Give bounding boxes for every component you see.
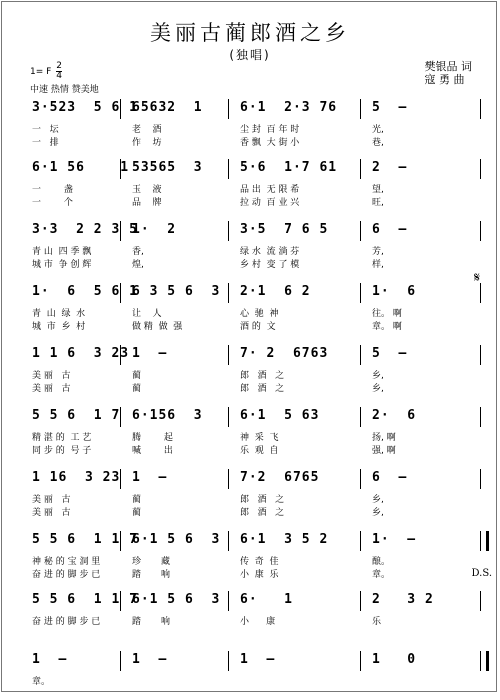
lyric-text: 煌, — [132, 260, 144, 270]
lyric-text: 腾 起 — [132, 433, 173, 443]
lyric-text: 蔺 — [132, 384, 142, 394]
measure-notes: 3·523 5 6 1 — [32, 100, 138, 115]
lyric-text: 老 酒 — [132, 125, 162, 135]
measure-notes: 5 5 6 1 1 7 — [32, 532, 138, 547]
lyric-text: 章。 啊 — [372, 322, 402, 332]
barline — [480, 469, 481, 489]
barline — [120, 99, 121, 119]
time-signature — [56, 62, 62, 81]
lyric-text: 往。 啊 — [372, 309, 402, 319]
lyric-text: 一 排 — [32, 138, 59, 148]
measure-notes: 5 – — [372, 100, 408, 115]
lyric-text: 郎 酒 之 — [240, 384, 285, 394]
measure-notes: 53565 3 — [132, 160, 203, 175]
lyric-text: 奋 进 的 脚 步 已 — [32, 570, 101, 580]
barline — [480, 159, 481, 179]
lyric-text: 章。 — [32, 677, 51, 687]
lyric-line — [28, 443, 480, 456]
lyric-text: 一 坛 — [32, 125, 59, 135]
barline — [120, 221, 121, 241]
measure-notes: 5 – — [372, 346, 408, 361]
lyric-text: 神 秘 的 宝 洞 里 — [32, 557, 101, 567]
measure-notes: 6· 1 — [240, 592, 293, 607]
lyric-text: 绿 水 流 淌 芬 — [240, 247, 300, 257]
barline — [228, 159, 229, 179]
barline — [120, 407, 121, 427]
lyric-text: 城 市 争 创 辉 — [32, 260, 92, 270]
measure-notes: 1 16 3 23 — [32, 470, 121, 485]
notation-row — [28, 346, 480, 364]
key-label: 1= F — [30, 67, 52, 77]
lyric-line — [28, 674, 480, 687]
lyric-text: 同 步 的 号 子 — [32, 446, 92, 456]
measure-notes: 1· 2 — [132, 222, 177, 237]
lyric-text: 酒 的 文 — [240, 322, 276, 332]
barline — [120, 159, 121, 179]
lyric-line — [28, 567, 480, 580]
lyric-text: 美 丽 古 — [32, 508, 71, 518]
tempo-marking: 中速 热情 赞美地 — [30, 85, 99, 95]
barline — [228, 99, 229, 119]
lyric-line — [28, 122, 480, 135]
lyric-text: 拉 动 百 业 兴 — [240, 198, 300, 208]
lyric-text: 一 盏 — [32, 185, 73, 195]
measure-notes: 2· 6 — [372, 408, 417, 423]
measure-notes: 6·1 3 5 2 — [240, 532, 329, 547]
measure-notes: 1 – — [240, 652, 276, 667]
lyric-text: 芳, — [372, 247, 384, 257]
barline — [228, 345, 229, 365]
measure-notes: 1 – — [132, 652, 168, 667]
composer-credit: 寇 勇 曲 — [424, 73, 465, 86]
barline — [480, 531, 489, 551]
lyric-line — [28, 135, 480, 148]
lyric-text: 美 丽 古 — [32, 371, 71, 381]
barline — [360, 531, 361, 551]
barline — [360, 221, 361, 241]
notation-row — [28, 470, 480, 488]
lyric-line — [28, 244, 480, 257]
lyric-line — [28, 430, 480, 443]
barline — [360, 99, 361, 119]
measure-notes: 2·1 6 2 — [240, 284, 311, 299]
lyric-line — [28, 368, 480, 381]
notation-row — [28, 160, 480, 178]
lyric-text: 珍 藏 — [132, 557, 171, 567]
lyric-text: 样, — [372, 260, 384, 270]
lyric-text: 踏 响 — [132, 617, 171, 627]
measure-notes: 6 – — [372, 470, 408, 485]
lyric-text: 神 采 飞 — [240, 433, 279, 443]
measure-notes: 65632 1 — [132, 100, 203, 115]
barline — [360, 407, 361, 427]
lyric-line — [28, 687, 480, 700]
lyric-text: 郎 酒 之 — [240, 371, 285, 381]
lyric-text: 心 驰 神 — [240, 309, 279, 319]
lyric-line — [28, 614, 480, 627]
lyric-text: 小 康 — [240, 617, 276, 627]
lyric-text: 玉 液 — [132, 185, 162, 195]
lyric-text: 品 牌 — [132, 198, 162, 208]
lyric-line — [28, 257, 480, 270]
lyric-text: 一 个 — [32, 198, 73, 208]
measure-notes: 5 5 6 1 1 7 — [32, 592, 138, 607]
lyric-text: 乡, — [372, 495, 384, 505]
barline — [228, 221, 229, 241]
lyric-text: 做 精 做 强 — [132, 322, 183, 332]
lyric-line — [28, 319, 480, 332]
lyric-text: 小 康 乐 — [240, 570, 279, 580]
notation-row — [28, 222, 480, 240]
barline — [480, 407, 481, 427]
lyric-text: 乡, — [372, 384, 384, 394]
lyric-text: 让 人 — [132, 309, 162, 319]
barline — [360, 283, 361, 303]
barline — [228, 531, 229, 551]
measure-notes: 6·156 3 — [132, 408, 203, 423]
lyric-text: 品 出 无 限 希 — [240, 185, 300, 195]
lyric-text: 乐 观 自 — [240, 446, 279, 456]
lyric-text: 郎 酒 之 — [240, 495, 285, 505]
lyric-text: 踏 响 — [132, 570, 171, 580]
lyric-text: 城 市 乡 村 — [32, 322, 86, 332]
lyric-text: 美 丽 古 — [32, 495, 71, 505]
barline — [120, 283, 121, 303]
barline — [480, 651, 489, 671]
measure-notes: 1 – — [132, 346, 168, 361]
lyric-text: 香 飘 大 街 小 — [240, 138, 300, 148]
lyric-line — [28, 627, 480, 640]
lyric-text: 尘 封 百 年 时 — [240, 125, 300, 135]
barline — [480, 345, 481, 365]
lyric-text: 青 山 四 季 飘 — [32, 247, 92, 257]
lyric-text: 乡 村 变 了 模 — [240, 260, 300, 270]
lyric-text: 章。 — [372, 570, 391, 580]
lyric-line — [28, 554, 480, 567]
lyric-line — [28, 505, 480, 518]
lyric-text: 美 丽 古 — [32, 384, 71, 394]
song-subtitle: (独唱) — [229, 48, 271, 62]
time-num: 2 — [56, 61, 62, 71]
time-den: 4 — [56, 71, 62, 81]
measure-notes: 7· 2 6763 — [240, 346, 329, 361]
measure-notes: 5·6 1·7 61 — [240, 160, 338, 175]
measure-notes: 1 1 6 3 23 — [32, 346, 130, 361]
lyric-line — [28, 182, 480, 195]
notation-row — [28, 100, 480, 118]
measure-notes: 6·1 56 1 — [32, 160, 130, 175]
measure-notes: 1 – — [32, 652, 68, 667]
lyric-line — [28, 381, 480, 394]
barline — [360, 345, 361, 365]
measure-notes: 1· 6 — [372, 284, 417, 299]
lyric-line — [28, 492, 480, 505]
barline — [120, 531, 121, 551]
measure-notes: 5 5 6 1 7 — [32, 408, 121, 423]
lyric-text: 乐 — [372, 617, 382, 627]
lyric-text: 光, — [372, 125, 384, 135]
lyric-text: 酿。 — [372, 557, 391, 567]
measure-notes: 6·1 5 6 3 — [132, 532, 221, 547]
measure-notes: 1· 6 5 6 1 — [32, 284, 138, 299]
barline — [480, 221, 481, 241]
notation-row — [28, 592, 480, 610]
lyric-text: 扬, 啊 — [372, 433, 396, 443]
lyric-text: 望, — [372, 185, 384, 195]
lyric-text: 乡, — [372, 371, 384, 381]
notation-row — [28, 652, 480, 670]
barline — [480, 591, 481, 611]
barline — [360, 651, 361, 671]
measure-notes: 2 3 2 — [372, 592, 434, 607]
measure-notes: 7·2 6765 — [240, 470, 320, 485]
segno-sign: 𝄋 — [473, 270, 480, 286]
lyric-text: 传 奇 佳 — [240, 557, 279, 567]
measure-notes: 6·1 2·3 76 — [240, 100, 338, 115]
measure-notes: 2 – — [372, 160, 408, 175]
barline — [480, 99, 481, 119]
key-signature — [30, 62, 62, 81]
lyric-text: 乡, — [372, 508, 384, 518]
lyric-text: 巷, — [372, 138, 384, 148]
notation-row — [28, 284, 480, 302]
measure-notes: 1 – — [132, 470, 168, 485]
barline — [228, 591, 229, 611]
barline — [120, 591, 121, 611]
barline — [360, 591, 361, 611]
lyric-text: 奋 进 的 脚 步 已 — [32, 617, 101, 627]
barline — [228, 283, 229, 303]
lyric-text: 郎 酒 之 — [240, 508, 285, 518]
measure-notes: 1 0 — [372, 652, 417, 667]
barline — [360, 159, 361, 179]
lyric-text: 蔺 — [132, 508, 142, 518]
barline — [228, 651, 229, 671]
lyric-text: 作 坊 — [132, 138, 162, 148]
measure-notes: 6·1 5 6 3 — [132, 592, 221, 607]
measure-notes: 6 3 5 6 3 — [132, 284, 221, 299]
notation-row — [28, 408, 480, 426]
lyric-text: 旺, — [372, 198, 384, 208]
barline — [120, 651, 121, 671]
lyric-line — [28, 195, 480, 208]
measure-notes: 6·1 5 63 — [240, 408, 320, 423]
barline — [120, 469, 121, 489]
credits — [425, 60, 473, 86]
lyric-text: 香, — [132, 247, 144, 257]
lyric-line — [28, 306, 480, 319]
lyric-text: 强, 啊 — [372, 446, 396, 456]
lyric-text: 蔺 — [132, 371, 142, 381]
barline — [228, 469, 229, 489]
barline — [120, 345, 121, 365]
song-title: 美丽古蔺郎酒之乡 — [150, 21, 350, 45]
lyricist-credit: 樊银品 词 — [424, 60, 472, 73]
measure-notes: 1· – — [372, 532, 417, 547]
barline — [228, 407, 229, 427]
ds-marking: D.S. — [471, 568, 492, 579]
notation-row — [28, 532, 480, 550]
lyric-text: 蔺 — [132, 495, 142, 505]
lyric-text: 喊 出 — [132, 446, 173, 456]
barline — [360, 469, 361, 489]
measure-notes: 6 – — [372, 222, 408, 237]
measure-notes: 3·3 2 2 3 5 — [32, 222, 138, 237]
measure-notes: 3·5 7 6 5 — [240, 222, 329, 237]
lyric-text: 青 山 绿 水 — [32, 309, 86, 319]
lyric-text: 精 湛 的 工 艺 — [32, 433, 92, 443]
barline — [480, 283, 481, 303]
